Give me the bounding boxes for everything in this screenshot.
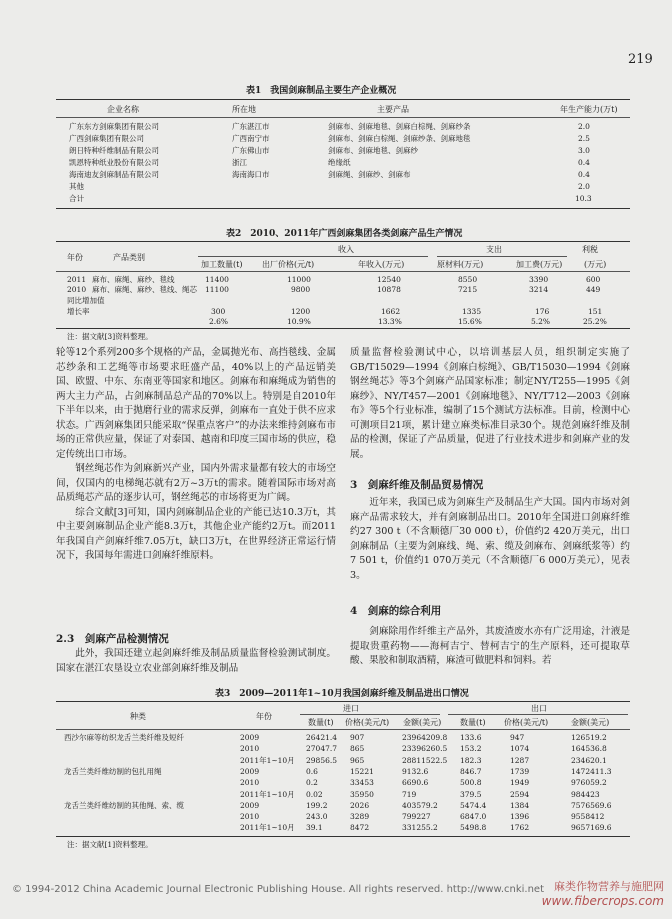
table1-caption: 表1 我国剑麻制品主要生产企业概况	[246, 86, 397, 96]
table2-header-profit-unit: (万元)	[584, 260, 607, 269]
table1-cell: 海南迪友剑麻制品有限公司	[69, 170, 159, 179]
table3-cell: 2594	[510, 789, 530, 799]
table3-top-rule	[56, 701, 630, 702]
table3-group-import: 进口	[343, 704, 359, 713]
table3-cell: 799227	[402, 812, 431, 822]
table2-cell: 麻布、麻绳、麻纱、毯线	[92, 275, 175, 284]
table2-cell: 176	[535, 307, 550, 316]
table3-cell: 133.6	[460, 733, 482, 742]
table2-cell: 449	[586, 285, 601, 294]
table3-cell: 984423	[571, 789, 600, 799]
table1-cell: 广西剑麻集团有限公司	[69, 134, 144, 143]
table3-cell: 865	[350, 744, 365, 754]
body-paragraph: 综合文献[3]可知，国内剑麻制品企业的产能已达10.3万t，其中主要剑麻制品企业产能8.3万t，其他企业产能约2万t。而2011年我国自产剑麻纤维7.05万t，缺口3万t，在世界经济正常运行情况下，我国每年需进口剑麻纤维原料。	[56, 506, 336, 561]
left-column-tail	[56, 647, 336, 676]
table3-cell: 1396	[510, 812, 530, 822]
table2-cell: 2011	[67, 275, 87, 284]
table3-note: 注：据文献[1]资料整理。	[67, 840, 153, 849]
table2-cell: 3214	[529, 285, 549, 294]
table2-cell: 2.6%	[209, 317, 229, 326]
table1-header-rule	[56, 117, 630, 118]
table3-cell: 15221	[350, 766, 374, 776]
table2-header-rule	[56, 271, 630, 272]
table2-cell: 11000	[287, 275, 311, 284]
table1-cell: 0.4	[578, 158, 590, 167]
table3-cell: 2010	[240, 778, 260, 788]
table2-cell: 11100	[205, 285, 229, 294]
table3-header-exp-price: 价格(美元/t)	[504, 718, 549, 727]
table1-cell: 剑麻布、剑麻地毯、剑麻白棕绳、剑麻纱条	[328, 122, 471, 131]
table3-cell: 0.6	[306, 766, 318, 776]
table2-header-category: 产品类别	[113, 253, 145, 262]
table2-header-income: 年收入(万元)	[358, 260, 405, 269]
table2-expense-underline	[437, 256, 567, 257]
table3-cell: 379.5	[460, 789, 482, 799]
right-column-sec4	[350, 625, 630, 669]
table3-cell: 5498.8	[460, 823, 487, 833]
table3-cell: 500.8	[460, 778, 482, 788]
table3-cell: 1472411.3	[571, 766, 612, 776]
table3-cell: 164536.8	[571, 744, 607, 754]
table3-cell: 1762	[510, 823, 530, 833]
table3-cell: 龙舌兰类纤维纺制的包扎用绳	[64, 766, 162, 776]
table2-cell: 1662	[381, 307, 401, 316]
page-number: 219	[628, 52, 653, 67]
table3-cell: 153.2	[460, 744, 482, 754]
table3-cell: 2009	[240, 733, 260, 742]
table1-header-capacity: 年生产能力(万t)	[560, 105, 618, 114]
table3-cell: 23396260.5	[402, 744, 448, 754]
table3-cell: 199.2	[306, 800, 328, 810]
table2-cell: 麻布、麻绳、麻纱、毯线、绳芯	[92, 285, 197, 294]
table1-cell: 绝缘纸	[328, 158, 351, 167]
table2-cell: 1335	[462, 307, 482, 316]
table3-cell: 846.7	[460, 766, 482, 776]
table3-cell: 1739	[510, 766, 530, 776]
table3-cell: 西沙尔麻等纺织龙舌兰类纤维及短纤	[64, 733, 184, 742]
table1-header-location: 所在地	[232, 105, 256, 114]
watermark-line1: 麻类作物营养与施肥网	[554, 880, 664, 893]
table3-cell: 0.02	[306, 789, 323, 799]
table3-cell: 719	[402, 789, 417, 799]
table3-cell: 1074	[510, 744, 530, 754]
table1-cell: 2.5	[578, 134, 590, 143]
table1-bottom-rule	[56, 208, 630, 209]
table3-cell: 2011年1~10月	[240, 755, 295, 765]
table2-cell: 151	[588, 307, 603, 316]
table3-cell: 2010	[240, 812, 260, 822]
table3-bottom-rule	[56, 836, 630, 837]
table3-cell: 6847.0	[460, 812, 487, 822]
table2-cell: 8550	[458, 275, 478, 284]
table3-cell: 28811522.5	[402, 755, 448, 765]
table2-cell: 600	[586, 275, 601, 284]
table3-header-imp-qty: 数量(t)	[308, 718, 334, 727]
table3-cell: 2011年1~10月	[240, 823, 295, 833]
table3-cell: 23964209.8	[402, 733, 448, 742]
table2-top-rule	[56, 241, 630, 242]
table1-cell: 朗日特种纤维制品有限公司	[69, 146, 159, 155]
table2-cell: 13.3%	[378, 317, 402, 326]
table3-cell: 126519.2	[571, 733, 607, 742]
table2-cell: 11400	[205, 275, 229, 284]
table2-cell: 1200	[291, 307, 311, 316]
table3-cell: 331255.2	[402, 823, 438, 833]
table3-cell: 2010	[240, 744, 260, 754]
table2-cell: 15.6%	[458, 317, 482, 326]
table3-cell: 8472	[350, 823, 370, 833]
table3-cell: 1949	[510, 778, 530, 788]
table2-header-material: 原材料(万元)	[437, 260, 484, 269]
table3-cell: 27047.7	[306, 744, 338, 754]
table3-cell: 35950	[350, 789, 374, 799]
table3-cell: 182.3	[460, 755, 482, 765]
table1-cell: 合计	[69, 194, 84, 203]
body-paragraph: 轮等12个系列200多个规格的产品，金属抛光布、高挡毯线、金属芯纱条和工艺绳等市场要求旺盛产品，40%以上的产品远销美国、欧盟、中东、东南亚等国家和地区。剑麻布和麻绳成为销售的两大主力产品，占剑麻制品总产品的70%以上。特别是自2010年下半年以来，由于抛磨行业的需求反弹，剑麻布一直处于供不应求状态。广西剑麻集团只能采取“保重点客户”的办法来维持剑麻布市场的正常供应量，保证了对泰国、越南和印度三国市场的供应，稳定传统出口市场。	[56, 347, 336, 460]
table1-cell: 3.0	[578, 146, 590, 155]
table2-header-processing: 加工费(万元)	[516, 260, 563, 269]
section-heading-3: 3 剑麻纤维及制品贸易情况	[350, 479, 484, 491]
table3-header-imp-price: 价格(美元/t)	[345, 718, 390, 727]
right-column-sec3	[350, 496, 630, 583]
table1-cell: 剑麻布、剑麻地毯、剑麻纱	[328, 146, 418, 155]
table1-cell: 广东佛山市	[232, 146, 270, 155]
body-paragraph: 剑麻除用作纤维主产品外，其废渣废水亦有广泛用途，汁液是提取贵重药物——海柯吉宁、替柯吉宁的生产原料，还可提取草酸、果胶和制取酒精，麻渣可做肥料和饲料。若	[350, 626, 630, 666]
table1-cell: 10.3	[575, 194, 592, 203]
table3-cell: 26421.4	[306, 733, 338, 742]
table2-header-year: 年份	[67, 253, 83, 262]
table3-caption: 表3 2009—2011年1~10月我国剑麻纤维及制品进出口情况	[215, 689, 469, 699]
table1-cell: 广东湛江市	[232, 122, 270, 131]
table2-cell: 10.9%	[287, 317, 311, 326]
table3-cell: 976059.2	[571, 778, 607, 788]
table3-cell: 龙舌兰类纤维纺制的其他绳、索、缆	[64, 800, 184, 810]
left-column	[56, 346, 336, 564]
table3-cell: 9657169.6	[571, 823, 612, 833]
table3-cell: 7576569.6	[571, 800, 612, 810]
table3-cell: 234620.1	[571, 755, 607, 765]
table1-cell: 剑麻绳、剑麻纱、剑麻布	[328, 170, 411, 179]
table2-header-price: 出厂价格(元/t)	[262, 260, 315, 269]
table1-header-products: 主要产品	[377, 105, 409, 114]
table2-bottom-rule	[56, 328, 630, 329]
table3-header-imp-amount: 金额(美元)	[403, 718, 442, 727]
table3-header-kind: 种类	[130, 712, 146, 721]
table3-cell: 1384	[510, 800, 530, 810]
body-paragraph: 近年来，我国已成为剑麻生产及制品生产大国。国内市场对剑麻产品需求较大，并有剑麻制品出口。2010年全国进口剑麻纤维约27 300 t（不含顺德厂30 000 t），价值约2 420万美元，出口剑麻制品（主要为剑麻线、绳、索、缆及剑麻布、剑麻纸浆等）约7 501 t，价值约1 070万美元（不含顺德厂6 000万美元），见表3。	[350, 497, 630, 581]
table2-cell: 300	[211, 307, 226, 316]
table3-cell: 39.1	[306, 823, 323, 833]
table3-cell: 2011年1~10月	[240, 789, 295, 799]
copyright-footer: © 1994-2012 China Academic Journal Electronic Publishing House. All rights reserved. http://www.cnki.net	[12, 884, 544, 895]
table3-cell: 243.0	[306, 812, 328, 822]
table3-cell: 33453	[350, 778, 374, 788]
table2-cell: 同比增加值	[67, 296, 105, 305]
body-paragraph: 质量监督检验测试中心，以培训基层人员，组织制定实施了GB/T15029—1994《剑麻白棕绳》、GB/T15030—1994《剑麻钢丝绳芯》等3个剑麻产品国家标准；制定NY/T255—1995《剑麻纱》、NY/T457—2001《剑麻地毯》、NY/T712—2003《剑麻布》等5个行业标准，编制了15个测试方法标准。目前，检测中心可测项目21项，累计建立麻类标准目录30个。规范剑麻纤维及制品的检测，保证了产品质量，促进了行业技术进步和剑麻产业的发展。	[350, 347, 630, 460]
table2-cell: 增长率	[67, 307, 90, 316]
table1-cell: 广西南宁市	[232, 134, 270, 143]
table3-cell: 965	[350, 755, 365, 765]
table2-income-underline	[198, 256, 428, 257]
table2-cell: 3390	[529, 275, 549, 284]
section-heading-4: 4 剑麻的综合利用	[350, 605, 442, 617]
table2-cell: 12540	[377, 275, 401, 284]
table2-group-income: 收入	[338, 245, 354, 254]
table3-cell: 6690.6	[402, 778, 429, 788]
table2-cell: 7215	[458, 285, 478, 294]
table3-cell: 5474.4	[460, 800, 487, 810]
table3-cell: 947	[510, 733, 525, 742]
table3-cell: 2009	[240, 800, 260, 810]
table1-cell: 海南海口市	[232, 170, 270, 179]
table3-export-underline	[448, 714, 628, 715]
table3-header-exp-qty: 数量(t)	[460, 718, 486, 727]
table1-cell: 广东东方剑麻集团有限公司	[69, 122, 159, 131]
table3-cell: 29856.5	[306, 755, 338, 765]
table3-cell: 2026	[350, 800, 370, 810]
table2-header-quantity: 加工数量(t)	[201, 260, 243, 269]
table3-header-exp-amount: 金额(美元)	[571, 718, 610, 727]
table1-header-company: 企业名称	[107, 105, 139, 114]
table2-caption: 表2 2010、2011年广西剑麻集团各类剑麻产品生产情况	[226, 229, 463, 239]
table3-import-underline	[300, 714, 440, 715]
table2-cell: 2010	[67, 285, 87, 294]
table2-cell: 5.2%	[531, 317, 551, 326]
site-watermark	[542, 878, 664, 908]
right-column	[350, 346, 630, 462]
table1-cell: 浙江	[232, 158, 247, 167]
table3-header-rule	[56, 729, 630, 730]
table1-cell: 2.0	[578, 182, 590, 191]
table3-cell: 1287	[510, 755, 530, 765]
body-paragraph: 此外，我国还建立起剑麻纤维及制品质量监督检验测试制度。国家在湛江农垦设立农业部剑麻纤维及制品	[56, 648, 336, 674]
table2-cell: 25.2%	[583, 317, 607, 326]
table3-cell: 9558412	[571, 812, 605, 822]
table3-header-year: 年份	[256, 712, 272, 721]
section-heading-2-3: 2.3 剑麻产品检测情况	[56, 633, 169, 645]
table2-cell: 10878	[377, 285, 401, 294]
table3-cell: 2009	[240, 766, 260, 776]
table3-cell: 907	[350, 733, 365, 742]
table1-cell: 其他	[69, 182, 84, 191]
table3-cell: 9132.6	[402, 766, 429, 776]
watermark-line2: www.fibercrops.com	[541, 894, 664, 908]
table2-note: 注：据文献[3]资料整理。	[67, 332, 153, 341]
table2-cell: 9800	[291, 285, 311, 294]
table2-group-profit: 利税	[582, 245, 598, 254]
table3-cell: 3289	[350, 812, 370, 822]
table2-group-expense: 支出	[486, 245, 502, 254]
table3-cell: 403579.2	[402, 800, 438, 810]
table1-cell: 0.4	[578, 170, 590, 179]
table1-cell: 2.0	[578, 122, 590, 131]
table1-cell: 凯恩特种纸业股份有限公司	[69, 158, 159, 167]
table3-group-export: 出口	[531, 704, 547, 713]
body-paragraph: 钢丝绳芯作为剑麻新兴产业，国内外需求量都有较大的市场空间，仅国内的电梯绳芯就有2万~3万t的需求。随着国际市场对高品质绳芯产品的逐步认可，钢丝绳芯的市场将更为广阔。	[56, 463, 336, 503]
table3-cell: 0.2	[306, 778, 318, 788]
table1-top-rule	[56, 99, 630, 100]
table1-cell: 剑麻布、剑麻白棕绳、剑麻纱条、剑麻地毯	[328, 134, 471, 143]
